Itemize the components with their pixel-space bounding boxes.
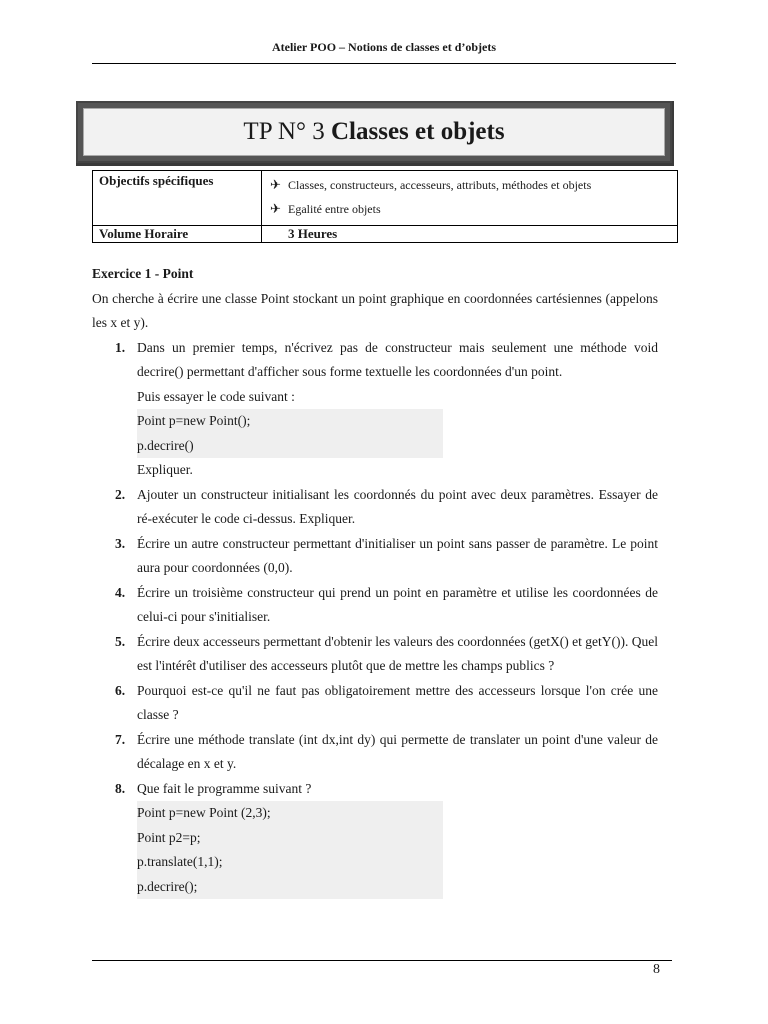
page-title [243, 118, 504, 146]
question-item: 3. Écrire un autre constructeur permettant d'initialiser un point sans passer de paramètre. Le point aura pour coordonnées (0,0). [115, 535, 658, 575]
exercise-intro: On cherche à écrire une classe Point stockant un point graphique en coordonnées cartésiennes (appelons les x et y). [92, 290, 658, 330]
page-number: 8 [653, 962, 660, 977]
question-item: 8. Que fait le programme suivant ? Point p=new Point (2,3); Point p2=p; p.translate(1,1); p.decrire(); [92, 777, 658, 900]
title-box [76, 101, 672, 163]
volume-value: 3 Heures [262, 226, 678, 243]
volume-label: Volume Horaire [93, 226, 262, 243]
objective-item: ✈ Classes, constructeurs, accesseurs, attributs, méthodes et objets [270, 177, 592, 192]
question-item: 4. Écrire un troisième constructeur qui prend un point en paramètre et utilise les coordonnées de celui-ci pour s'initialiser. [115, 584, 658, 624]
question-item: 1. Dans un premier temps, n'écrivez pas de constructeur mais seulement une méthode void decrire() permettant d'afficher sous forme textuelle les coordonnées d'un point. Puis essayer le code suivant : Point p=new Point(); p.decrire() Expliquer. [115, 339, 658, 477]
exercise-content [92, 262, 658, 899]
question-item: 2. Ajouter un constructeur initialisant les coordonnés du point avec deux paramètres. Essayer de ré-exécuter le code ci-dessus. Expliquer. [115, 486, 658, 526]
code-block [137, 801, 443, 899]
question-item: 7. Écrire une méthode translate (int dx,int dy) qui permette de translater un point d'une valeur de décalage en x et y. [115, 731, 658, 771]
objectives-table [92, 170, 678, 243]
question-list [92, 336, 658, 900]
header-divider [92, 63, 676, 64]
code-block [137, 409, 443, 458]
code-line: Point p2=p; [137, 829, 201, 845]
code-line: p.decrire(); [137, 878, 198, 894]
code-line: Point p=new Point (2,3); [137, 805, 271, 820]
objective-item: ✈ Egalité entre objets [270, 201, 381, 216]
tp-number: TP N° 3 [243, 118, 325, 145]
code-line: p.decrire() [137, 437, 194, 453]
footer-divider [92, 960, 672, 961]
objectives-list [262, 171, 678, 226]
airplane-icon: ✈ [270, 177, 281, 192]
objectives-label: Objectifs spécifiques [93, 171, 262, 226]
code-line: p.translate(1,1); [137, 854, 223, 869]
running-header: Atelier POO – Notions de classes et d’objets [271, 40, 497, 54]
airplane-icon: ✈ [270, 201, 281, 216]
code-line: Point p=new Point(); [137, 413, 251, 428]
exercise-title: Exercice 1 - Point [92, 266, 194, 281]
question-item: 6. Pourquoi est-ce qu'il ne faut pas obligatoirement mettre des accesseurs lorsque l'on crée une classe ? [115, 682, 658, 722]
question-item: 5. Écrire deux accesseurs permettant d'obtenir les valeurs des coordonnées (getX() et getY()). Quel est l'intérêt d'utiliser des accesseurs plutôt que de mettre les champs publics ? [115, 633, 658, 673]
tp-title: Classes et objets [330, 118, 505, 145]
